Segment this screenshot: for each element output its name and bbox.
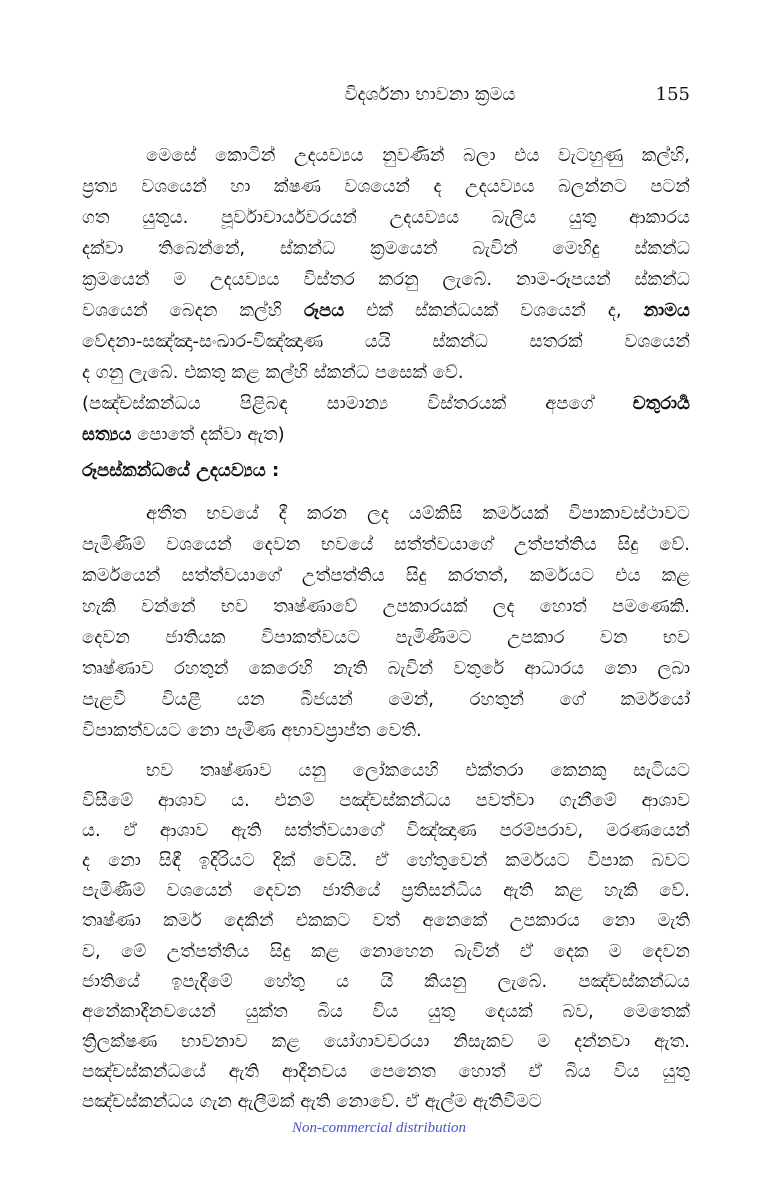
page-number: 155 <box>655 84 690 105</box>
text-line <box>82 816 690 846</box>
text-segment: ගත යුතුය. පූර්වාචාර්යවරයන් උදයව්‍යය බැලිය යුතු ආකාරය <box>82 207 690 228</box>
text-segment: විපාකත්වයට නො පැමිණ අභාවප්‍රාප්ත වෙති. <box>82 720 422 741</box>
text-segment: මෙසේ කොටින් උදයව්‍යය නුවණින් බලා එය වැටහුණු කල්හි, <box>146 145 690 166</box>
text-line <box>82 529 690 560</box>
text-line <box>82 967 690 997</box>
text-line <box>82 786 690 816</box>
text-segment: ත්‍රිලක්ෂණ භාවනාව කළ යෝගාවචරයා නිසැකව ම දන්නවා ඇත. <box>82 1030 690 1052</box>
text-segment: ද ගනු ලැබේ. එකතු කළ කල්හි ස්කන්ධ පසෙක් වේ. <box>82 362 464 383</box>
text-line <box>82 498 690 529</box>
text-line <box>82 906 690 936</box>
running-title: විදර්ශනා භාවනා ක්‍රමය <box>344 84 516 105</box>
text-line <box>82 937 690 967</box>
text-segment: ව, මේ උත්පත්තිය සිදු කළ නොහෙන බැවින් ඒ දෙක ම දෙවන <box>82 940 690 962</box>
text-line <box>82 876 690 906</box>
text-segment: ප්‍රත්‍ය වශයෙන් හා ක්ෂණ වශයෙන් ද උදයව්‍යය බලන්නට පටන් <box>82 176 690 197</box>
text-line <box>82 715 690 746</box>
paragraph-1 <box>82 140 690 450</box>
bold-term: නාමය <box>643 300 690 321</box>
text-line <box>82 202 690 233</box>
text-segment: අනේකාදීනවයෙන් යුක්ත බිය විය යුතු දෙයක් බව, මෙතෙක් <box>82 1000 690 1022</box>
paragraph-3 <box>82 756 690 1117</box>
text-segment: අතීත භවයේ දී කරන ලද යම්කිසි කර්මයක් විපාකාවස්ථාවට <box>146 503 690 524</box>
text-segment: පැමිණීම් වශයෙන් දෙවන ජාතියේ ප්‍රතිසන්ධිය ඇති කළ හැකි වේ. <box>82 880 690 902</box>
text-line <box>82 295 690 326</box>
text-line <box>82 171 690 202</box>
text-segment: ද නො සිඳී ඉදිරියට දික් වෙයි. ඒ හේතුවෙන් කර්මයට විපාක බවට <box>82 850 690 872</box>
text-segment: ක්‍රමයෙන් ම උදයව්‍යය විස්තර කරනු ලැබේ. නාම-රූපයන් ස්කන්ධ <box>82 269 690 290</box>
text-line <box>82 560 690 591</box>
text-segment: ය. ඒ ආශාව ඇති සත්ත්වයාගේ විඤ්ඤාණ පරම්පරාව, මරණයෙන් <box>82 820 690 842</box>
text-segment: වේදනා-සඤ්ඤා-සංඛාර-විඤ්ඤාණ යයි ස්කන්ධ සතරක් වශයෙන් <box>82 331 690 352</box>
text-line <box>82 1027 690 1057</box>
text-line <box>82 1087 690 1117</box>
text-segment: පඤ්චස්කන්ධය ගැන ඇලීමක් ඇති නොවේ. ඒ ඇල්ම ඇතිවීමට <box>82 1091 542 1113</box>
bold-term: සත්‍යය <box>82 424 132 445</box>
text-segment: හැකි වන්නේ භව තෘෂ්ණාවේ උපකාරයක් ලද හොත් පමණෙකි. <box>82 596 690 617</box>
text-segment: පඤ්චස්කන්ධයේ ඇති ආදීනවය පෙනෙත හොත් ඒ බිය විය යුතු <box>82 1060 690 1082</box>
text-line <box>82 622 690 653</box>
text-line <box>82 591 690 622</box>
section-heading: රූපස්කන්ධයේ උදයව්‍යය : <box>82 460 280 481</box>
text-line <box>82 140 690 171</box>
text-segment: (පඤ්චස්කන්ධය පිළිබඳ සාමාන්‍ය විස්තරයක් අපගේ <box>82 393 633 414</box>
text-segment: වශයෙන් බෙදන කල්හි <box>82 300 304 321</box>
text-line <box>82 846 690 876</box>
text-line <box>82 756 690 786</box>
text-segment: විසීමේ ආශාව ය. එනම් පඤ්චස්කන්ධය පවත්වා ගැනීමේ ආශාව <box>82 790 690 812</box>
footer-note: Non-commercial distribution <box>291 1120 467 1136</box>
text-segment: දක්වා තිබෙන්නේ, ස්කන්ධ ක්‍රමයෙන් බැවින් මෙහිදු ස්කන්ධ <box>82 238 690 259</box>
text-segment: ජාතියේ ඉපැදීමේ හේතු ය යි කියනු ලැබේ. පඤ්චස්කන්ධය <box>82 970 690 992</box>
text-line <box>82 653 690 684</box>
text-segment: තෘෂ්ණා කර්ම දෙකින් එකකට වත් අනෙකේ උපකාරය නො මැති <box>82 910 690 932</box>
text-segment: පැළවී වියළී යන බීජයන් මෙන්, රහතුන් ගේ කර්මයෝ <box>82 689 690 710</box>
text-segment: එක් ස්කන්ධයක් වශයෙන් ද, <box>344 300 644 321</box>
text-line <box>82 326 690 357</box>
text-line <box>82 233 690 264</box>
text-segment: පොතේ දක්වා ඇත) <box>131 424 285 445</box>
text-segment: කර්මයෙන් සත්ත්වයාගේ උත්පත්තිය සිදු කරතත්, කර්මයට එය කළ <box>82 565 690 586</box>
text-segment: පැමිණීම් වශයෙන් දෙවන භවයේ සත්ත්වයාගේ උත්පත්තිය සිදු වේ. <box>82 534 690 555</box>
text-line <box>82 388 690 419</box>
bold-term: චතුරාර්‍ය <box>632 393 690 414</box>
text-segment: තෘෂ්ණාව රහතුන් කෙරෙහි නැති බැවින් වතුරේ ආධාරය නො ලබා <box>82 658 690 679</box>
text-line <box>82 357 690 388</box>
text-line <box>82 264 690 295</box>
text-segment: භව තෘෂ්ණාව යනු ලෝකයෙහි එක්තරා කෙනකු සැටියට <box>146 760 690 781</box>
text-line <box>82 419 690 450</box>
text-line <box>82 684 690 715</box>
text-line <box>82 997 690 1027</box>
bold-term: රූපය <box>304 300 345 321</box>
text-line <box>82 1057 690 1087</box>
paragraph-2 <box>82 498 690 746</box>
text-segment: දෙවන ජාතියක විපාකත්වයට පැමිණීමට උපකාර වන භව <box>82 627 690 648</box>
